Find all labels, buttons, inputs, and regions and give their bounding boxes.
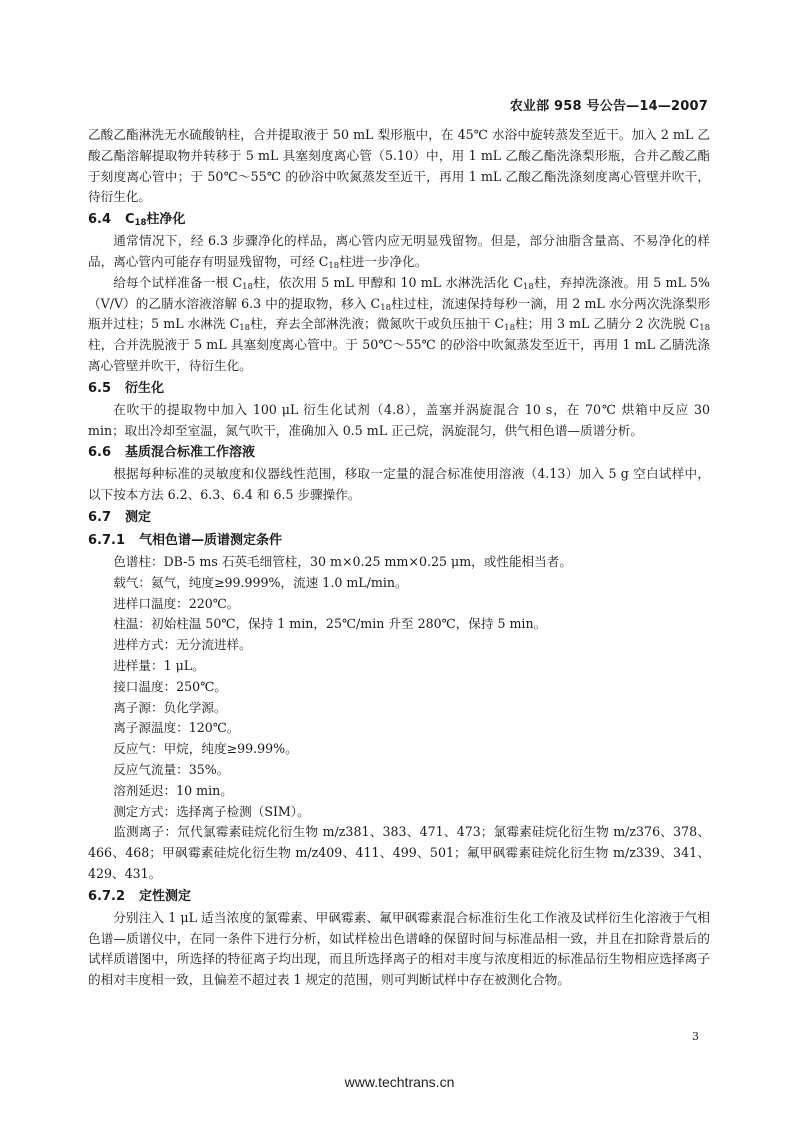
section-heading-6-7: 6.7 测定 [88, 509, 152, 525]
document-header-number: 农业部 958 号公告—14—2007 [509, 99, 708, 114]
section-heading-6-7-2: 6.7.2 定性测定 [88, 888, 192, 904]
condition-item: 离子源：负化学源。 [113, 699, 227, 715]
condition-item: 离子源温度：120℃。 [113, 720, 240, 736]
condition-item: 反应气流量：35%。 [113, 761, 230, 777]
condition-item: 溶剂延迟：10 min。 [113, 782, 233, 798]
condition-item: 进样量：1 μL。 [113, 657, 205, 673]
section-heading-6-7-1: 6.7.1 气相色谱—质谱测定条件 [88, 532, 283, 548]
paragraph-6-4-2: 给每个试样准备一根 $C_{18}$柱，依次用 5 mL 甲醇和 10 mL 水淋洗活化 $C_{18}$柱，弃掉洗涤液。用 5 mL 5%（V/V）的乙腈水溶液溶解 6.3 中的提取物，移入 $C_{18}$柱过柱，流速保持每秒一滴，用 2 mL 水分两次洗涤梨形瓶并过柱；5 mL 水淋洗 $C_{18}$柱，弃去全部淋洗液；微氮吹干或负压抽干 $C_{18}$柱；用 3 mL 乙腈分 2 次洗脱 $C_{18}$柱，合并洗脱液于 5 mL 具塞刻度离心管中。于 50℃～55℃ 的砂浴中吹氮蒸发至近干，再用 1 mL 乙腈洗涤离心管壁并吹干，待衍生化。 [88, 274, 711, 373]
section-heading-6-4: 6.4 $C_{18}$柱净化 [88, 212, 186, 229]
paragraph-6-5: 在吹干的提取物中加入 100 μL 衍生化试剂（4.8），盖塞并涡旋混合 10 s，在 70℃ 烘箱中反应 30 min；取出冷却至室温，氮气吹干，准确加入 0.5 mL 正己烷，涡旋混匀，供气相色谱—质谱分析。 [88, 401, 710, 438]
page-number: 3 [692, 1030, 699, 1043]
paragraph-6-4-1: 通常情况下，经 6.3 步骤净化的样品，离心管内应无明显残留物。但是，部分油脂含量高、不易净化的样品，离心管内可能存有明显残留物，可经 $C_{18}$柱进一步净化。 [88, 233, 710, 271]
condition-item: 接口温度：250℃。 [113, 678, 227, 694]
monitor-ions-paragraph: 监测离子：氘代氯霉素硅烷化衍生物 m/z381、383、471、473；氯霉素硅烷化衍生物 m/z376、378、466、468；甲砜霉素硅烷化衍生物 m/z409、411、499、501；氟甲砜霉素硅烷化衍生物 m/z339、341、429、431。 [88, 824, 710, 881]
paragraph-6-6: 根据每种标准的灵敏度和仪器线性范围，移取一定量的混合标准使用溶液（4.13）加入 5 g 空白试样中，以下按本方法 6.2、6.3、6.4 和 6.5 步骤操作。 [88, 466, 710, 503]
condition-item: 反应气：甲烷，纯度≥99.99%。 [113, 741, 298, 757]
condition-item: 柱温：初始柱温 50℃，保持 1 min，25℃/min 升至 280℃，保持 5 min。 [113, 616, 547, 632]
section-heading-6-5: 6.5 衍生化 [88, 380, 165, 396]
condition-item: 载气：氦气，纯度≥99.999%，流速 1.0 mL/min。 [113, 574, 408, 590]
document-body [88, 125, 710, 991]
paragraph-continued: 乙酸乙酯淋洗无水硫酸钠柱，合并提取液于 50 mL 梨形瓶中，在 45℃ 水浴中旋转蒸发至近干。加入 2 mL 乙酸乙酯溶解提取物并转移于 5 mL 具塞刻度离心管（5.10）中，用 1 mL 乙酸乙酯洗涤梨形瓶，合并乙酸乙酯于刻度离心管中；于 50℃～55℃ 的砂浴中吹氮蒸发至近干，再用 1 mL 乙酸乙酯洗涤刻度离心管壁并吹干，待衍生化。 [88, 127, 710, 205]
paragraph-6-7-2: 分别注入 1 μL 适当浓度的氯霉素、甲砜霉素、氟甲砜霉素混合标准衍生化工作液及试样衍生化溶液于气相色谱—质谱仪中，在同一条件下进行分析，如试样检出色谱峰的保留时间与标准品相一致，并且在扣除背景后的试样质谱图中，所选择的特征离子均出现，而且所选择离子的相对丰度与浓度相近的标准品衍生物相应选择离子的相对丰度相一致，且偏差不超过表 1 规定的范围，则可判断试样中存在被测化合物。 [88, 909, 710, 988]
condition-item: 色谱柱：DB-5 ms 石英毛细管柱，30 m×0.25 mm×0.25 μm，或性能相当者。 [113, 553, 572, 569]
condition-item: 测定方式：选择离子检测（SIM）。 [113, 803, 310, 819]
footer-url: www.techtrans.cn [344, 1074, 455, 1090]
section-heading-6-6: 6.6 基质混合标准工作溶液 [88, 445, 256, 461]
condition-item: 进样方式：无分流进样。 [113, 637, 252, 653]
condition-item: 进样口温度：220℃。 [113, 595, 240, 611]
